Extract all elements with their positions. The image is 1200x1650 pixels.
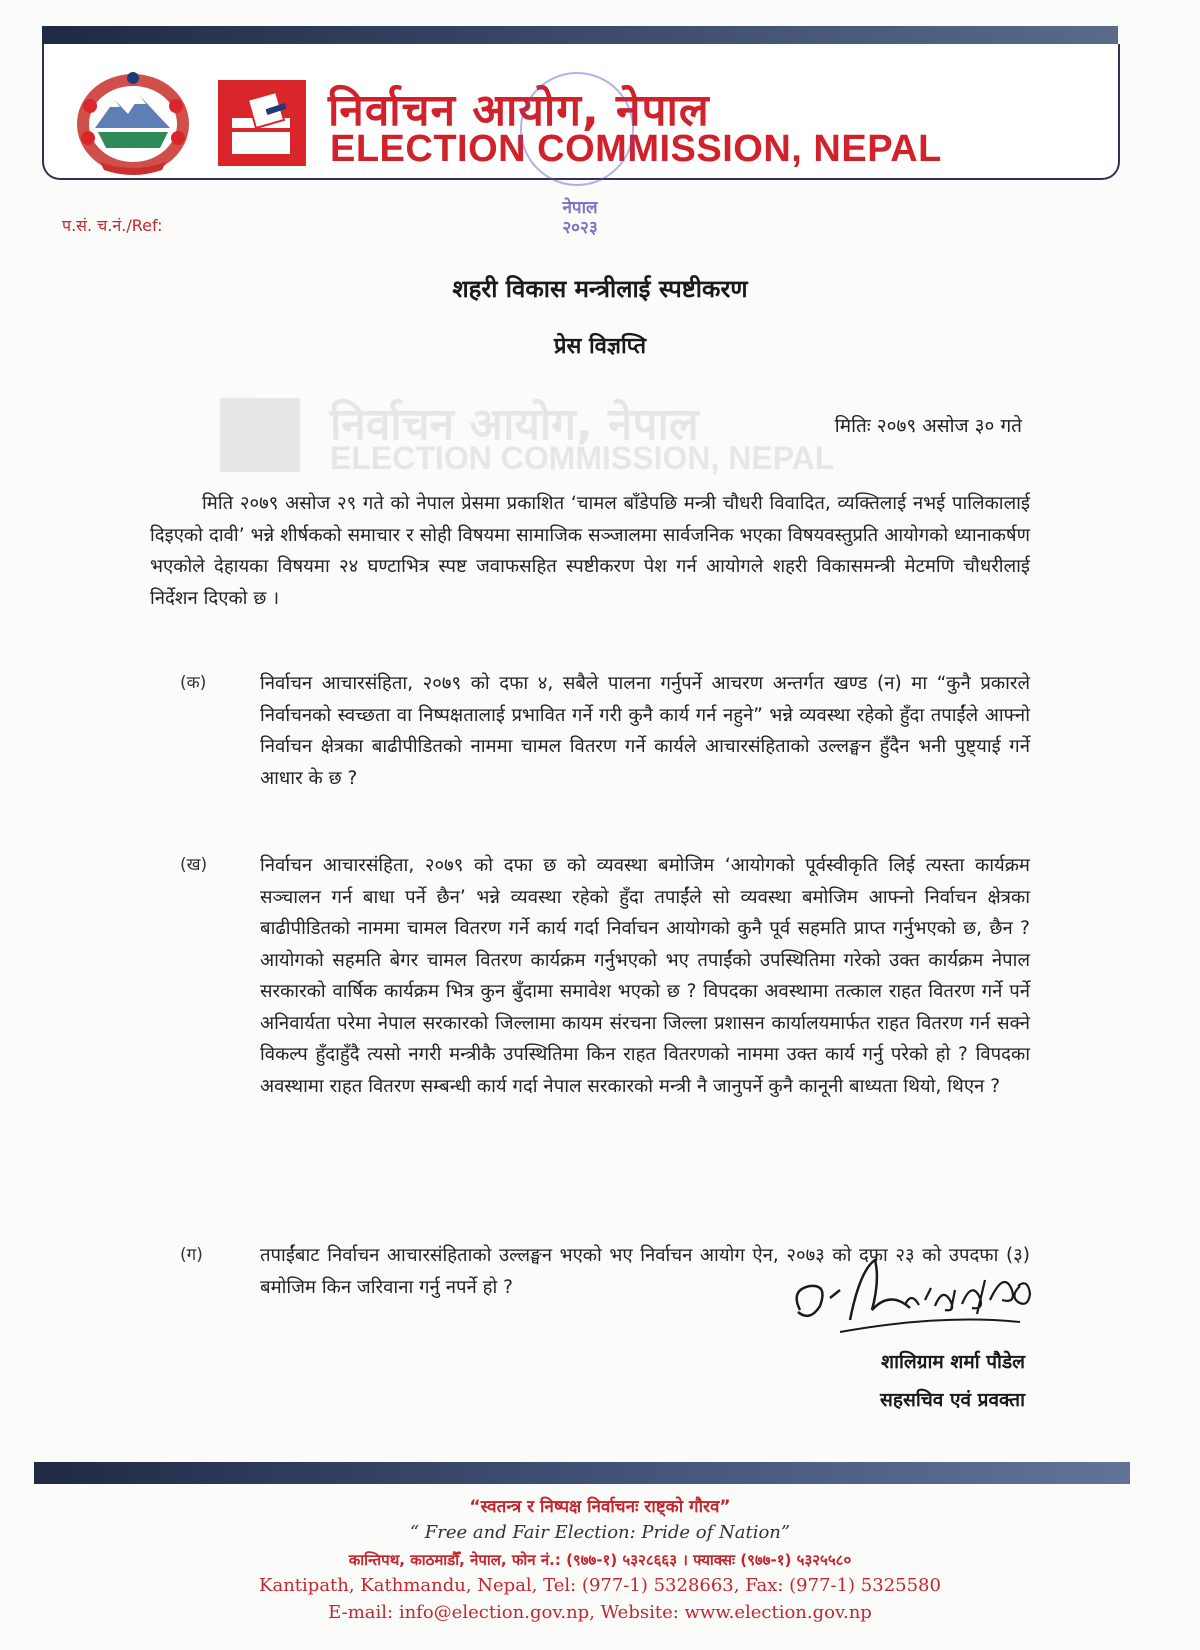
footer-address-english: Kantipath, Kathmandu, Nepal, Tel: (977-1) 5328663, Fax: (977-1) 5325580 [259,1575,941,1596]
footer-bar [34,1462,1130,1484]
ballot-box-icon [218,80,306,166]
footer-slogan-nepali: “स्वतन्त्र र निष्पक्ष निर्वाचनः राष्ट्को गौरव” [469,1497,731,1517]
list-item-label: (ग) [180,1245,203,1265]
list-item-label: (ख) [180,855,208,875]
official-stamp [520,72,634,186]
list-item-text: तपाईंबाट निर्वाचन आचारसंहिताको उल्लङ्घन भएको भए निर्वाचन आयोग ऐन, २०७३ को दफा २३ को उपदफा (३) बमोजिम किन जरिवाना गर्नु नपर्ने हो ? [260,1245,1030,1298]
document-title: शहरी विकास मन्त्रीलाई स्पष्टीकरण [452,275,748,303]
list-item-text: निर्वाचन आचारसंहिता, २०७९ को दफा ४, सबैले पालना गर्नुपर्ने आचरण अन्तर्गत खण्ड (न) मा “कुनै प्रकारले निर्वाचनको स्वच्छता वा निष्पक्षतालाई प्रभावित गर्ने गरी कुनै कार्य गर्न नहुने” भन्ने व्यवस्था रहेको हुँदा तपाईंले आफ्नो निर्वाचन क्षेत्रका बाढीपीडितको नाममा चामल वितरण गर्ने कार्यले आचारसंहिताको उल्लङ्घन हुँदैन भनी पुष्ट्याई गर्ने आधार के छ ? [260,673,1030,789]
watermark-title-nepali: निर्वाचन आयोग, नेपाल [330,399,699,450]
stamp-text: नेपाल २०२३ [562,198,598,238]
watermark-logo-icon [220,398,300,472]
watermark-title-english: ELECTION COMMISSION, NEPAL [330,440,835,476]
footer-address-nepali: कान्तिपथ, काठमाडौँ, नेपाल, फोन नं.: (९७७-१) ५३२८६६३ । फ्याक्सः (९७७-१) ५३२५५८० [348,1551,852,1569]
footer-contact: E-mail: info@election.gov.np, Website: www.election.gov.np [328,1602,872,1623]
letterhead-title-nepali: निर्वाचन आयोग, नेपाल [328,85,710,136]
intro-paragraph: मिति २०७९ असोज २९ गते को नेपाल प्रेसमा प्रकाशित ‘चामल बाँडेपछि मन्त्री चौधरी विवादित, व्यक्तिलाई नभई पालिकालाई दिइएको दावी’ भन्ने शीर्षकको समाचार र सोही विषयमा सामाजिक सञ्जालमा सार्वजनिक भएका विषयवस्तुप्रति आयोगको ध्यानाकर्षण भएकोले देहायका विषयमा २४ घण्टाभित्र स्पष्ट जवाफसहित स्पष्टीकरण पेश गर्न आयोगले शहरी विकासमन्त्री मेटमणि चौधरीलाई निर्देशन दिएको छ । [150,493,1030,609]
nepal-emblem-icon [70,66,196,178]
handwritten-signature [780,1250,1080,1340]
document-date: मितिः २०७९ असोज ३० गते [834,415,1022,437]
reference-label: प.सं. च.नं./Ref: [62,216,163,235]
list-item-label: (क) [180,673,207,693]
document-subtitle: प्रेस विज्ञप्ति [553,334,647,359]
footer-slogan-english: “ Free and Fair Election: Pride of Nation” [409,1522,791,1543]
list-item-text: निर्वाचन आचारसंहिता, २०७९ को दफा छ को व्यवस्था बमोजिम ‘आयोगको पूर्वस्वीकृति लिई त्यस्ता कार्यक्रम सञ्चालन गर्न बाधा पर्ने छैन’ भन्ने व्यवस्था रहेको हुँदा तपाईंले सो व्यवस्था बमोजिम आफ्नो निर्वाचन क्षेत्रका बाढीपीडितको नाममा चामल वितरण गर्ने कार्य गर्दा निर्वाचन आयोगको कुनै पूर्व सहमति प्राप्त गर्नुभएको छ, छैन ? आयोगको सहमति बेगर चामल वितरण कार्यक्रम गर्नुभएको भए तपाईंको उपस्थितिमा गरेको उक्त कार्यक्रम नेपाल सरकारको वार्षिक कार्यक्रम भित्र कुन बुँदामा समावेश भएको छ ? विपदका अवस्थामा तत्काल राहत वितरण गर्ने पर्ने अनिवार्यता परेमा नेपाल सरकारको जिल्लामा कायम संरचना जिल्ला प्रशासन कार्यालयमार्फत राहत वितरण गर्न सक्ने विकल्प हुँदाहुँदै त्यसो नगरी मन्त्रीकै उपस्थितिमा किन राहत वितरणको नाममा उक्त कार्य गर्नु परेको हो ? विपदका अवस्थामा राहत वितरण सम्बन्धी कार्य गर्दा नेपाल सरकारको मन्त्री नै जानुपर्ने कुनै कानूनी बाध्यता थियो, थिएन ? [260,855,1030,1097]
letterhead-title-english: ELECTION COMMISSION, NEPAL [330,128,942,170]
header-bar [42,26,1118,46]
signer-title: सहसचिव एवं प्रवक्ता [880,1389,1025,1411]
signer-name: शालिग्राम शर्मा पौडेल [881,1351,1025,1373]
